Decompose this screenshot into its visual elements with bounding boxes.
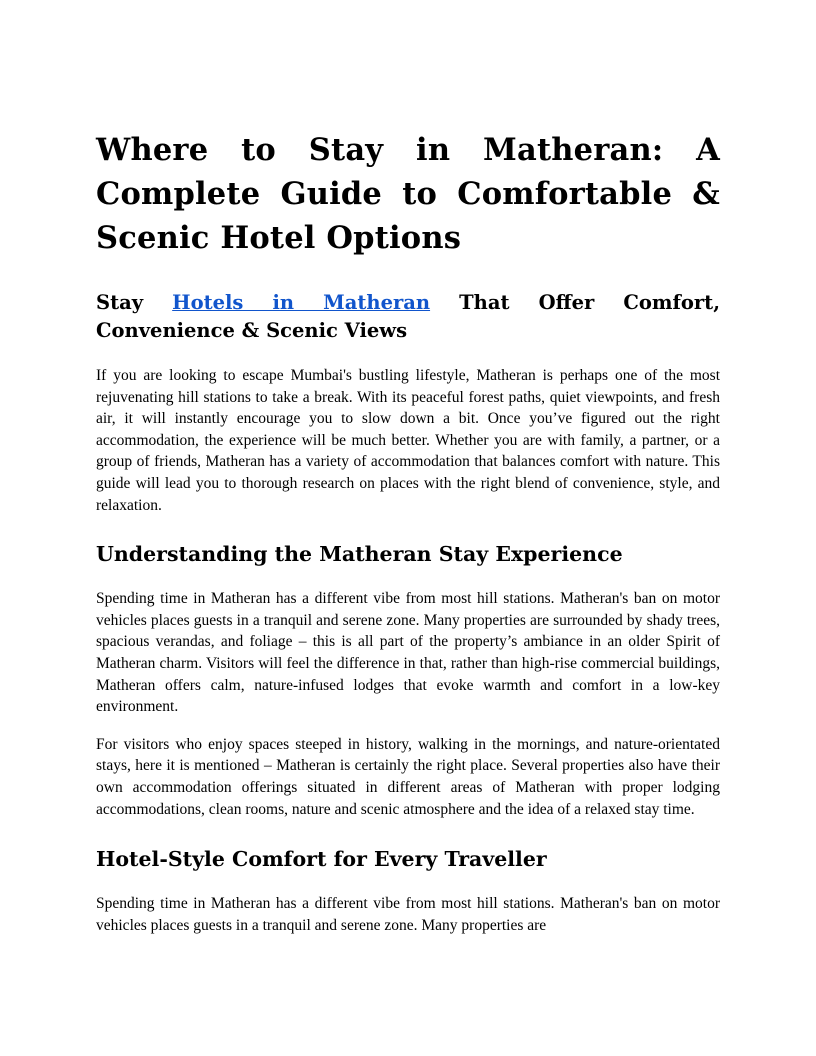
hotels-in-matheran-link[interactable]: Hotels in Matheran [172, 291, 431, 314]
intro-paragraph: If you are looking to escape Mumbai's bustling lifestyle, Matheran is perhaps one of the most rejuvenating hill stations to take a break. With its peaceful forest paths, quiet viewpoints, and fresh air, it will instantly encourage you to slow down a bit. Once you’ve figured out the right accommodation, the experience will be much better. Whether you are with family, a partner, or a group of friends, Matheran has a variety of accommodation that balances comfort with nature. This guide will lead you to thorough research on places with the right blend of convenience, style, and relaxation. [96, 367, 720, 514]
section-heading-stay-experience: Understanding the Matheran Stay Experience [96, 542, 623, 567]
section-heading-hotel-comfort: Hotel-Style Comfort for Every Traveller [96, 847, 547, 872]
subheading-suffix: That Offer Comfort, Convenience & Scenic Views [96, 291, 720, 342]
subheading [96, 289, 720, 345]
stay-experience-paragraph-1: Spending time in Matheran has a different vibe from most hill stations. Matheran's ban on motor vehicles places guests in a tranquil and serene zone. Many properties are surrounded by shady trees, spacious verandas, and foliage – this is all part of the property’s ambiance in an older Spirit of Matheran charm. Visitors will feel the difference in that, rather than high-rise commercial buildings, Matheran offers calm, nature-infused lodges that evoke warmth and comfort in a low-key environment. [96, 590, 720, 716]
stay-experience-paragraph-2: For visitors who enjoy spaces steeped in history, walking in the mornings, and nature-orientated stays, here it is mentioned – Matheran is certainly the right place. Several properties also have their own accommodation offerings situated in different areas of Matheran with proper lodging accommodations, clean rooms, nature and scenic atmosphere and the idea of a relaxed stay time. [96, 735, 720, 818]
document-page [96, 128, 720, 936]
hotel-comfort-paragraph-1: Spending time in Matheran has a different vibe from most hill stations. Matheran's ban on motor vehicles places guests in a tranquil and serene zone. Many properties are [96, 895, 720, 934]
page-title: Where to Stay in Matheran: A Complete Guide to Comfortable & Scenic Hotel Options [96, 132, 720, 256]
subheading-prefix: Stay [96, 291, 173, 314]
